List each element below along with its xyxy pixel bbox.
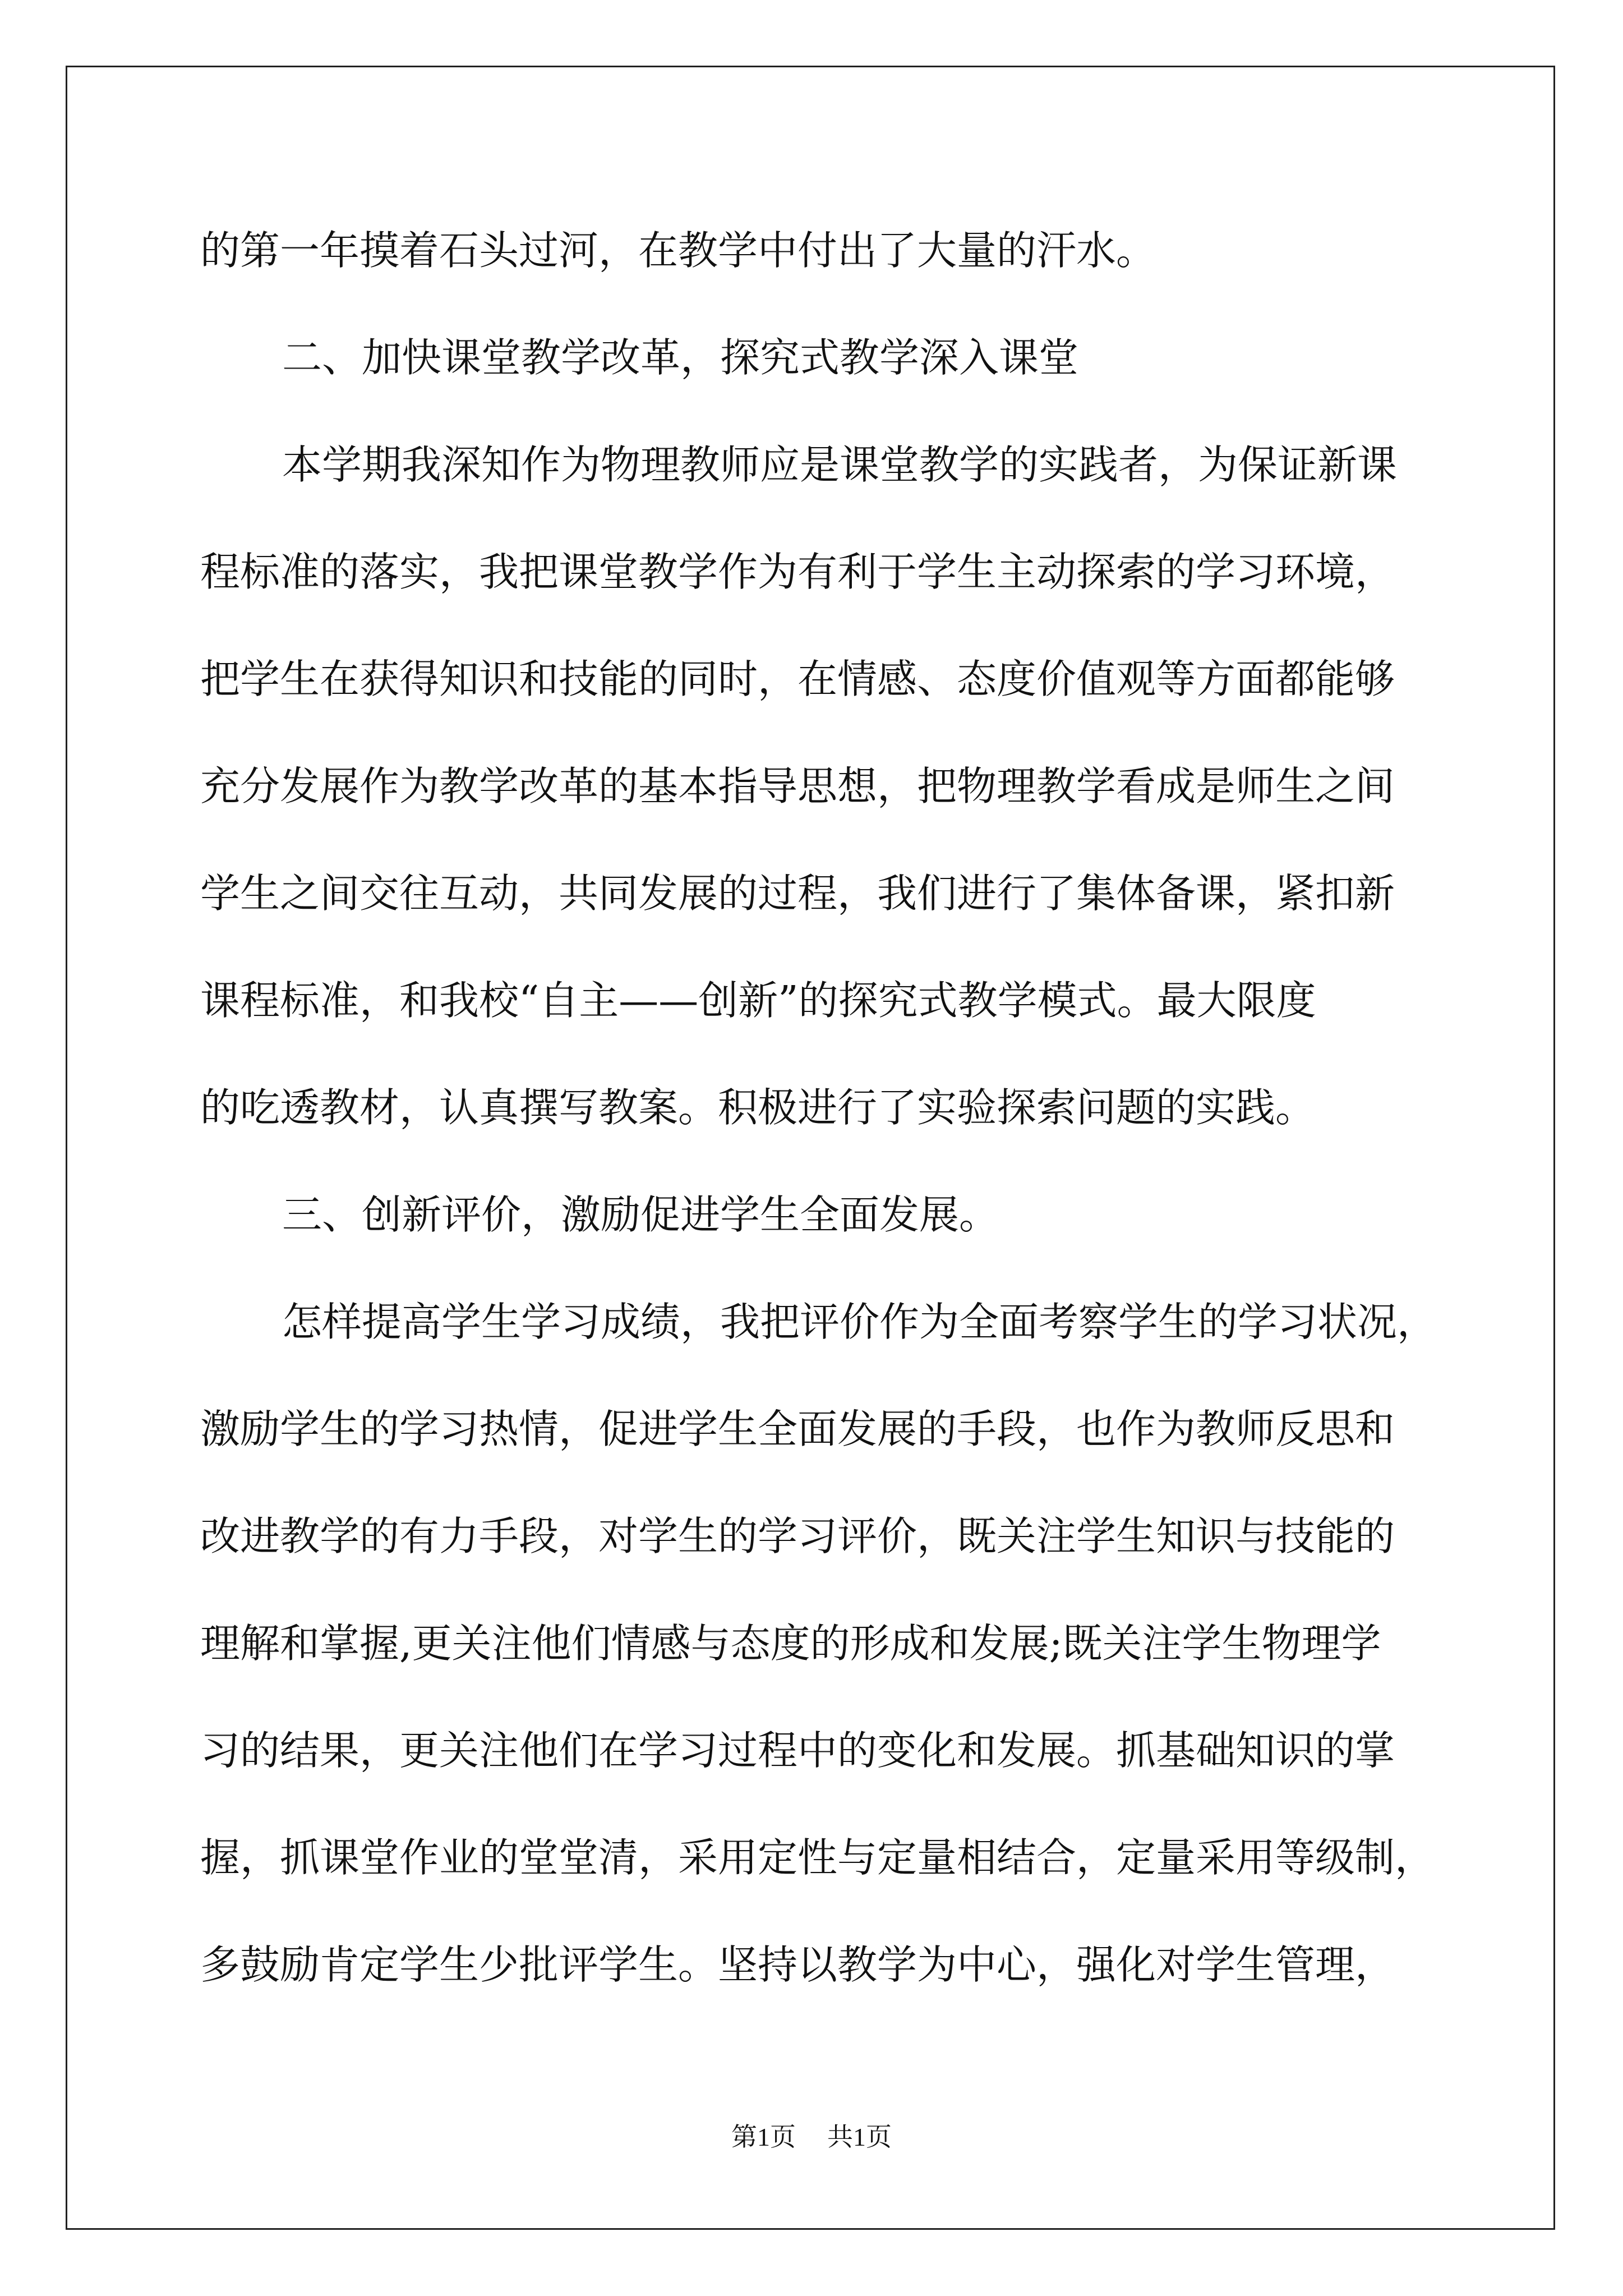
page-number: 第1页 bbox=[731, 2123, 796, 2151]
body-line-5: 把学生在获得知识和技能的同时，在情感、态度价值观等方面都能够 bbox=[200, 656, 1395, 702]
body-line-16: 握，抓课堂作业的堂堂清，采用定性与定量相结合，定量采用等级制， bbox=[200, 1834, 1435, 1881]
body-line-4: 程标准的落实，我把课堂教学作为有利于学生主动探索的学习环境， bbox=[200, 549, 1395, 595]
body-line-6: 充分发展作为教学改革的基本指导思想，把物理教学看成是师生之间 bbox=[200, 763, 1395, 809]
page-total: 共1页 bbox=[827, 2123, 892, 2151]
body-line-13: 改进教学的有力手段，对学生的学习评价，既关注学生知识与技能的 bbox=[200, 1513, 1395, 1559]
body-line-3: 本学期我深知作为物理教师应是课堂教学的实践者，为保证新课 bbox=[282, 441, 1398, 488]
body-line-11: 怎样提高学生学习成绩，我把评价作为全面考察学生的学习状况， bbox=[282, 1299, 1437, 1345]
page-border bbox=[66, 66, 1555, 2230]
body-line-14: 理解和掌握,更关注他们情感与态度的形成和发展;既关注学生物理学 bbox=[200, 1620, 1381, 1667]
page-footer bbox=[0, 2120, 1623, 2154]
body-line-9: 的吃透教材，认真撰写教案。积极进行了实验探索问题的实践。 bbox=[200, 1084, 1316, 1131]
body-line-1: 的第一年摸着石头过河，在教学中付出了大量的汗水。 bbox=[200, 227, 1156, 274]
section-heading-3: 三、创新评价，激励促进学生全面发展。 bbox=[282, 1191, 999, 1238]
section-heading-2: 二、加快课堂教学改革，探究式教学深入课堂 bbox=[282, 334, 1079, 381]
body-line-7: 学生之间交往互动，共同发展的过程，我们进行了集体备课，紧扣新 bbox=[200, 870, 1395, 917]
body-line-17: 多鼓励肯定学生少批评学生。坚持以教学为中心，强化对学生管理， bbox=[200, 1941, 1395, 1988]
body-line-12: 激励学生的学习热情，促进学生全面发展的手段，也作为教师反思和 bbox=[200, 1406, 1395, 1452]
body-line-8: 课程标准，和我校“自主——创新”的探究式教学模式。最大限度 bbox=[200, 977, 1316, 1024]
body-line-15: 习的结果，更关注他们在学习过程中的变化和发展。抓基础知识的掌 bbox=[200, 1727, 1395, 1774]
